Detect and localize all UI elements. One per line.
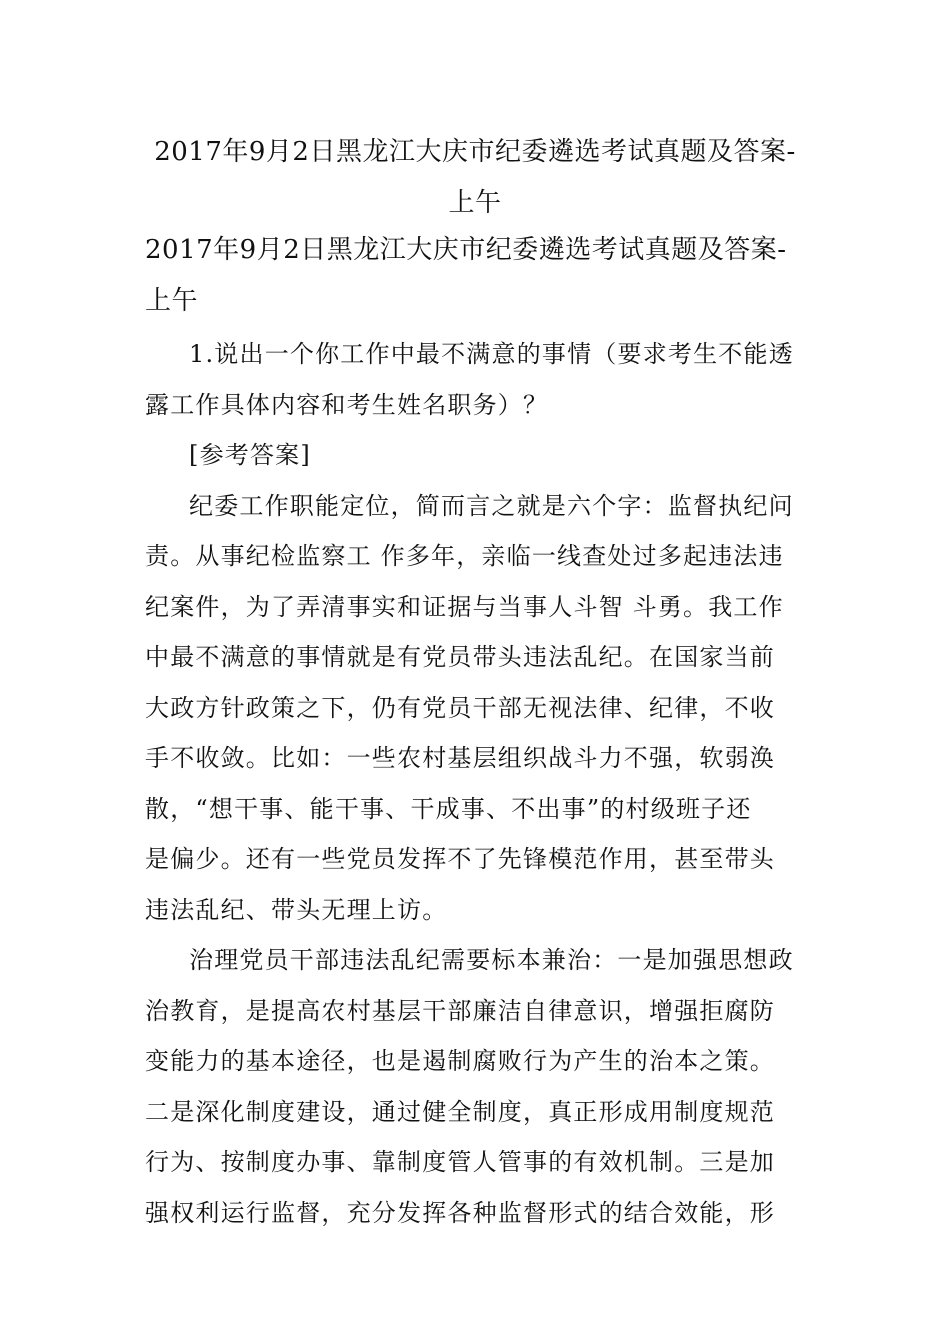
paragraph-line: 纪案件，为了弄清事实和证据与当事人斗智 斗勇。我工作 — [145, 592, 784, 621]
heading-line-1: 2017年9月2日黑龙江大庆市纪委遴选考试真题及答案- — [145, 235, 787, 265]
document-title — [145, 127, 805, 228]
paragraph-line: 治教育，是提高农村基层干部廉洁自律意识，增强拒腐防 — [145, 996, 775, 1025]
title-line-2: 上午 — [448, 187, 502, 218]
paragraph-line: 二是深化制度建设，通过健全制度，真正形成用制度规范 — [145, 1097, 775, 1126]
paragraph-line: 治理党员干部违法乱纪需要标本兼治：一是加强思想政 — [189, 946, 794, 974]
paragraph-line: 是偏少。还有一些党员发挥不了先锋模范作用，甚至带头 — [145, 845, 775, 873]
paragraph-line: 责。从事纪检监察工 作多年，亲临一线查处过多起违法违 — [145, 542, 784, 570]
document-body — [145, 329, 810, 1238]
document-heading — [145, 225, 810, 326]
question-line: 1.说出一个你工作中最不满意的事情（要求考生不能透 — [189, 340, 794, 368]
paragraph-line: 手不收敛。比如：一些农村基层组织战斗力不强，软弱涣 — [145, 744, 775, 772]
paragraph-line: 大政方针政策之下，仍有党员干部无视法律、纪律，不收 — [145, 693, 775, 722]
paragraph-line: 违法乱纪、带头无理上访。 — [145, 895, 448, 924]
paragraph-line: 中最不满意的事情就是有党员带头违法乱纪。在国家当前 — [145, 643, 775, 671]
paragraph-line: 散，“想干事、能干事、干成事、不出事”的村级班子还 — [145, 794, 752, 823]
paragraph-line: 纪委工作职能定位，简而言之就是六个字：监督执纪问 — [189, 491, 794, 520]
title-line-1: 2017年9月2日黑龙江大庆市纪委遴选考试真题及答案- — [154, 137, 796, 167]
heading-line-2: 上午 — [145, 285, 199, 316]
question-line: 露工作具体内容和考生姓名职务）？ — [145, 390, 549, 419]
answer-label: [参考答案] — [189, 441, 311, 469]
paragraph-line: 强权利运行监督，充分发挥各种监督形式的结合效能，形 — [145, 1198, 775, 1227]
paragraph-line: 变能力的基本途径，也是遏制腐败行为产生的治本之策。 — [145, 1047, 775, 1075]
paragraph-line: 行为、按制度办事、靠制度管人管事的有效机制。三是加 — [145, 1148, 775, 1176]
